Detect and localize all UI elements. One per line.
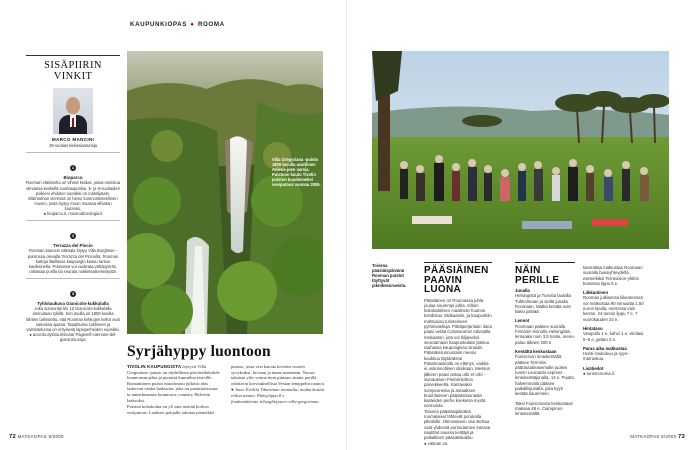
tip-link[interactable]: ● bioparco.it, museodizoologia.it (43, 210, 103, 216)
section-text: Helsingistä ja Turusta lautalla Tukholmaan ja sieltä junalla Roomaan. Matka kestää noin kaksi päivää. (515, 293, 571, 315)
subheading: Paras aika matkustaa (583, 345, 627, 351)
tip-link[interactable]: ● accedo.dyksia.it/storia/ Pagine/Il-cannone-del-gianicolo.aspx (29, 331, 117, 342)
tip-title: Terrazza del Pincio (53, 243, 93, 249)
tip-text: Rooman kaunein näköala löytyy Villa Borghese -puistossa olevalta Terrazza del Pinciolta. Rooman kattoja iltaillassa kaupungin kaavu tuntuu kauiksinelta. Puistossa voi vuokrata vähäpyörän, rahastaa porilla tai seurata nukketeatteriesitystä. (27, 248, 119, 274)
section-text: Rooman julkisessa liikenteessä voi matkustaa 90 minuuttia 1,50 euron lipulla, metrossa vain kerran. 24 tunnin lippu 7 e, 7 vuorokauden 24 e. (583, 295, 644, 322)
column-heading: NÄIN PERILLE (515, 265, 560, 286)
article-paragraph: Puiston kohokohta on yli sata meträä korkea vesiputous. Laakson pohjalla odottaa pieneikkö putous, josta vesi katoaa kivistin vuoren syvyksiksi. kiviaan ja maan uumeniin. Nousu takaisin ylös voima tiem pintaan, mutta perillä odottavat korvauksellisat Vestan temppelin rauniot. (127, 364, 326, 415)
column-text (583, 265, 645, 376)
tip-text: Joka sunnuntai klo 12 Gianicolo-kukkulalla ammutaan tykillä. Sen avulla on 1800-luvulla lähtien tarkistettu, että Rooman kirkkojen kellot ovat samassa ajassa. Tapahtuma sotilineen ja valmistelunsa on erityisesti lapsiperheiden suosikki. (26, 306, 120, 332)
tip-title: Tyhlolaukuva Gianicolo-kukkulalla (37, 300, 109, 306)
park-illustration (372, 51, 669, 249)
column-getting-there (515, 262, 575, 417)
page-number: 73 (677, 434, 685, 440)
bullet-icon: ● (190, 21, 195, 28)
column-practical-info (583, 262, 645, 376)
column-text (515, 288, 575, 417)
section-text: Fiumicinon lentokentältä pääsee Terminin päärautatieasemalle juolien tunnin Leonardo express -lentokenttäjunalla, 14 e. Puolta halvemmalla pääsee paikallisjunalla, joka kyyti kestää kauemmin. (515, 354, 574, 397)
photo-caption: Toisena pääsiäispäivänä Rooman puistot täyttyvät piknikseurueista. (372, 263, 407, 288)
section-text: Vesipullo 1 e, kahvi 1 e, viinilasi 5–6 e, gelato 2 e. (583, 331, 644, 342)
article-body (127, 364, 326, 415)
divider (26, 278, 120, 279)
column-heading: PÄÄSIÄINEN PAAVIN LUONA (424, 265, 489, 295)
tip-item (26, 156, 120, 216)
tip-item (26, 282, 120, 342)
page-number: 72 (9, 434, 17, 440)
paragraph-text: Pääsiäinen on Roomassa juhla joulua suurempi juhla. Silloin kokokatolisen maailman huomio kohdistuu Vatikaaniin, ja kaupunkiin mahtuuisa turisteineen pyhiinvaelluja. Pitkäperjantaiin ilana paavi vetää Colosseumin edustalla ristisaaton, jota voi hiljaiseksi seuraamaan kaupunkalaisi jätetuu rauhassa kaupungissa sinaula. (424, 297, 492, 351)
divider (424, 262, 492, 263)
info-link[interactable]: ● vatican.va (424, 440, 448, 446)
folio-left (9, 434, 64, 440)
subheading: Lisätiedot (583, 365, 604, 371)
subheading: Kentältä keskustaan (515, 348, 557, 354)
subheading: Lennot (515, 318, 530, 324)
page-gutter (346, 0, 347, 450)
tip-title: Bioparco (63, 175, 83, 180)
paragraph-text: Pääsiäissunnuntaiin messu kuukkuu täytänässä Pietarinaukiolla on elämys, vaikka ei uskonnollinen olisikaan. Messun jälkeen paavi antaa urbi et orbi -siunauksen Pietarinkirkon parvekkeelta. Kantavaksi sumpeoneina ja antaaksen kruunluineen pääsiäislounasta kasteiden perhe koekeisa mystä sormoista. (424, 350, 491, 409)
waterfall-illustration (127, 51, 323, 334)
section-text: Huhti–toukokuu ja syys–marraskuu. (583, 351, 630, 362)
photo-caption: Villa Gregoriana -puisto 1800-luvulla avattiinen Aniene-joen varsia. Puistoon kuulu Tivolin puiston kuudenneksi vesiputous vuonna 2005. (272, 157, 321, 187)
info-link[interactable]: ● turismoroma.it (583, 371, 615, 377)
paragraph-text: Toisena pääsiäispäivänä roomalaiset lähtevät porukalla piknikille. Olennaiseen osa stertaa ovat yhdessä porraviamien kanssa nauttitut suussa keittäjä ja paikallinen pääsiäiskakku. (424, 408, 491, 441)
column-text (424, 298, 492, 446)
tips-heading: SISÄPIIRIN VINKIT (44, 60, 102, 82)
tip-number: 3 (71, 290, 75, 296)
expert-portrait (53, 88, 93, 134)
section-text: kannattaa matkustaa Roomaan suoralla bussiyhteydellä, esimerkiksi Terravision-yhtiön bussissa lippu 6 e. (583, 265, 643, 286)
folio-label: MATKAOPAS 8/2000 (630, 434, 677, 439)
folio-right (630, 434, 685, 440)
tip-number: 2 (71, 233, 75, 239)
article-info: ● Juna Tivoliin Tiburtinan asemalta; matka kestää reilun tunnin. Pääsylippu 8 e. fondoambiente.it/luoghi/parco-villa-gregoriana (231, 387, 325, 404)
tip-text: Rooman eläintarha on vihreä keidas, jossa onnistua olevansa keskellä suurkaupunkia. 5- ja 9-vuotiaiden poikieni ehdoton suosikki on matelijatalo. Eläintarhan vieressä on hieno luonnontieteellinen museo, josta löytyy muun muassa elfantan luuranko. (26, 180, 120, 211)
column-easter (424, 262, 492, 446)
tip-item (26, 224, 120, 274)
article-title: Syrjähyppy luontoon (127, 343, 271, 360)
article-kicker: TIVOLIN KAUPUNGISTA (127, 364, 182, 369)
subheading: Hintataso (583, 325, 603, 331)
tip-number: 1 (71, 165, 75, 170)
divider (26, 220, 120, 221)
insider-tips-box (26, 55, 120, 342)
expert-name: MARCO MANCINI (51, 137, 95, 142)
city-label: ROOMA (197, 21, 225, 28)
section-text: Roomaan pääsee suoralla Finnairin lennolla Helsingistä, lentoaika noin 3,5 tuntia, meno-paluu alkaen 200 e. (515, 323, 575, 345)
section-header (130, 21, 225, 28)
divider (26, 152, 120, 153)
park-photo (372, 51, 669, 249)
subheading: Junalla (515, 288, 530, 293)
waterfall-photo (127, 51, 323, 334)
subheading: Liikkuminen (583, 290, 609, 296)
section-label: KAUPUNKIOPAS (130, 21, 187, 28)
expert-title: 38-vuotias kieliasiantuntija (49, 143, 97, 148)
divider (515, 262, 575, 263)
divider (26, 55, 120, 56)
section-text: Taksi Fiumicinosta keskustaan maksaa 48 e. Ciampinon lentokentältä (515, 400, 574, 417)
folio-label: MATKAOPAS 8/2000 (17, 434, 64, 439)
article-paragraph (127, 364, 222, 403)
paragraph-text: löytyvä Villa Gregoriana -puisto on täydellinen päiväretkikohde luonnonsuojelua ja pienistä kumuilua etsiville. Romanttinen puisto muodostuu jyrkästi alas laskevan vanha laaksosta, joka on parantaisissasa ta tunnelmaansa luonnosta: cometry Helvetin laaksoksi. (127, 364, 220, 403)
